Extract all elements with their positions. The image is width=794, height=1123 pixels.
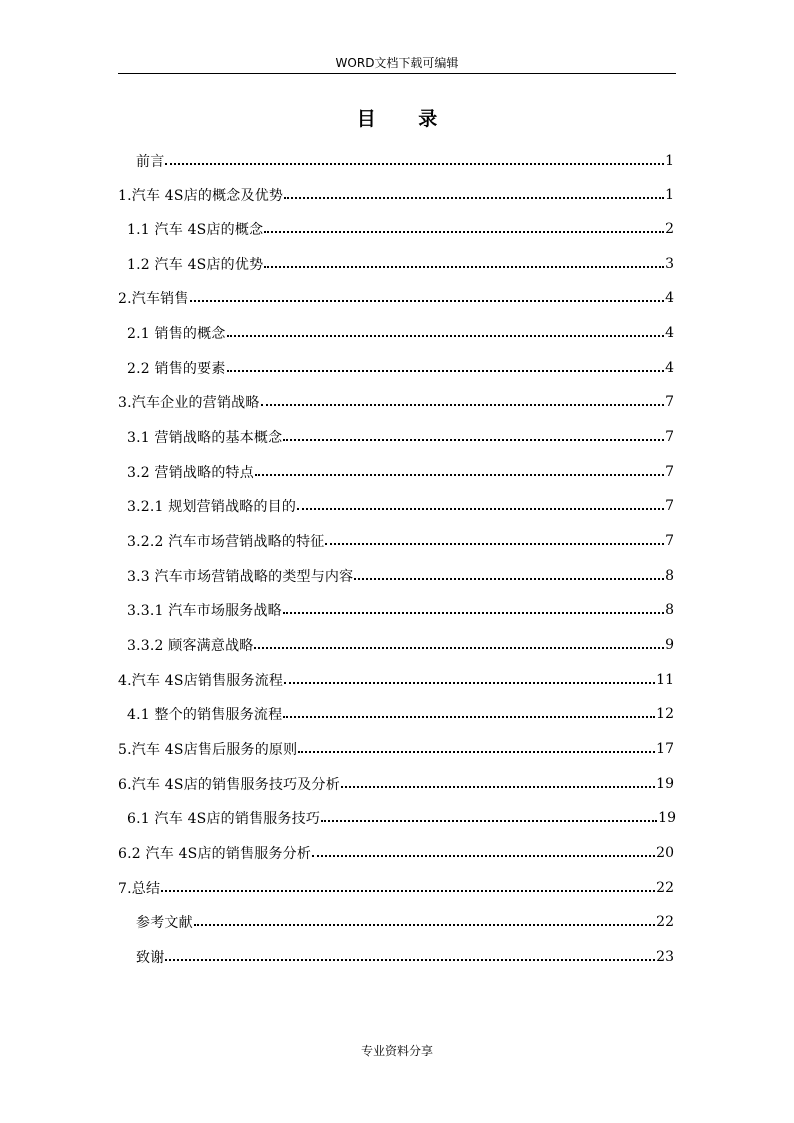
leader-dots <box>264 266 664 268</box>
leader-dots <box>261 404 665 406</box>
toc-entry-label: 4.1 整个的销售服务流程 <box>127 707 283 723</box>
toc-entry[interactable] <box>118 842 674 864</box>
toc-entry[interactable] <box>127 357 674 379</box>
toc-entry[interactable] <box>127 807 676 829</box>
toc-entry-page: 2 <box>665 221 674 237</box>
toc-entry-page: 7 <box>665 394 674 410</box>
leader-dots <box>227 370 665 372</box>
toc-entry[interactable] <box>118 669 674 691</box>
leader-dots <box>255 474 664 476</box>
toc-entry-page: 8 <box>665 568 674 584</box>
toc-entry-label: 7.总结 <box>118 881 161 897</box>
page-footer: 专业资料分享 <box>360 1044 433 1058</box>
leader-dots <box>190 300 665 302</box>
leader-dots <box>283 439 664 441</box>
leader-dots <box>297 508 664 510</box>
toc-entry[interactable] <box>127 599 674 621</box>
toc-entry[interactable] <box>118 773 674 795</box>
leader-dots <box>284 682 655 684</box>
toc-entry-label: 3.3 汽车市场营销战略的类型与内容 <box>127 569 354 585</box>
toc-entry[interactable] <box>127 565 674 587</box>
toc-entry-label: 前言 <box>136 154 165 170</box>
toc-entry-page: 22 <box>656 880 674 896</box>
toc-entry-page: 22 <box>656 914 674 930</box>
toc-entry-label: 1.1 汽车 4S店的概念 <box>127 222 264 238</box>
leader-dots <box>312 855 655 857</box>
toc-entry-page: 7 <box>665 429 674 445</box>
toc-entry[interactable] <box>127 426 674 448</box>
toc-entry[interactable] <box>127 253 674 275</box>
toc-entry-label: 2.1 销售的概念 <box>127 326 226 342</box>
toc-entry-page: 23 <box>656 949 674 965</box>
toc-entry-label: 2.汽车销售 <box>118 291 189 307</box>
toc-entry[interactable] <box>127 322 674 344</box>
leader-dots <box>284 197 664 199</box>
toc-entry-page: 4 <box>665 325 674 341</box>
toc-entry-label: 3.2 营销战略的特点 <box>127 465 254 481</box>
toc-entry-page: 7 <box>665 533 674 549</box>
toc-entry[interactable] <box>127 495 674 517</box>
toc-entry-page: 19 <box>658 810 676 826</box>
toc-entry-label: 6.2 汽车 4S店的销售服务分析 <box>118 846 312 862</box>
toc-entry-label: 3.3.2 顾客满意战略 <box>127 638 254 654</box>
leader-dots <box>165 163 664 165</box>
toc-entry[interactable] <box>118 738 674 760</box>
leader-dots <box>325 543 664 545</box>
toc-entry-label: 参考文献 <box>136 915 193 931</box>
leader-dots <box>227 335 665 337</box>
toc-entry-label: 1.汽车 4S店的概念及优势 <box>118 188 284 204</box>
toc-entry-page: 12 <box>656 706 674 722</box>
toc-entry[interactable] <box>127 634 674 656</box>
toc-entry-label: 5.汽车 4S店售后服务的原则 <box>118 742 298 758</box>
toc-entry[interactable] <box>118 184 674 206</box>
toc-entry[interactable] <box>136 150 674 172</box>
toc-entry[interactable] <box>118 287 674 309</box>
leader-dots <box>264 231 664 233</box>
toc-entry-label: 4.汽车 4S店销售服务流程 <box>118 673 284 689</box>
toc-entry-label: 6.1 汽车 4S店的销售服务技巧 <box>127 811 321 827</box>
toc-entry-label: 3.2.2 汽车市场营销战略的特征 <box>127 534 325 550</box>
toc-entry[interactable] <box>118 877 674 899</box>
toc-entry-page: 4 <box>665 290 674 306</box>
leader-dots <box>341 786 655 788</box>
toc-title: 目 录 <box>356 108 456 130</box>
toc-entry[interactable] <box>127 530 674 552</box>
toc-entry-page: 1 <box>665 187 674 203</box>
toc-entry-label: 3.2.1 规划营销战略的目的 <box>127 499 297 515</box>
leader-dots <box>194 924 655 926</box>
toc-entry-page: 20 <box>656 845 674 861</box>
toc-entry-label: 2.2 销售的要素 <box>127 361 226 377</box>
toc-entry-page: 1 <box>665 153 674 169</box>
toc-entry-label: 3.汽车企业的营销战略 <box>118 395 260 411</box>
toc-entry-label: 6.汽车 4S店的销售服务技巧及分析 <box>118 777 340 793</box>
toc-entry[interactable] <box>127 461 674 483</box>
toc-entry-page: 9 <box>665 637 674 653</box>
toc-entry[interactable] <box>136 911 674 933</box>
leader-dots <box>283 716 655 718</box>
leader-dots <box>321 820 657 822</box>
toc-entry-page: 17 <box>656 741 674 757</box>
leader-dots <box>161 890 655 892</box>
leader-dots <box>254 647 664 649</box>
toc-entry[interactable] <box>127 218 674 240</box>
leader-dots <box>354 578 664 580</box>
toc-entry-label: 3.3.1 汽车市场服务战略 <box>127 603 282 619</box>
toc-entry-page: 4 <box>665 360 674 376</box>
toc-entry-page: 11 <box>656 672 674 688</box>
toc-entry[interactable] <box>118 391 674 413</box>
toc-entry-page: 19 <box>656 776 674 792</box>
toc-entry[interactable] <box>136 946 674 968</box>
toc-entry-label: 致谢 <box>136 950 165 966</box>
toc-entry-page: 3 <box>665 256 674 272</box>
toc-entry-page: 7 <box>665 464 674 480</box>
toc-entry-page: 8 <box>665 602 674 618</box>
toc-entry-label: 1.2 汽车 4S店的优势 <box>127 257 264 273</box>
leader-dots <box>283 612 664 614</box>
leader-dots <box>298 751 655 753</box>
leader-dots <box>165 959 655 961</box>
page-header: WORD文档下载可编辑 <box>335 56 459 70</box>
toc-entry[interactable] <box>127 703 674 725</box>
toc-entry-page: 7 <box>665 498 674 514</box>
toc-entry-label: 3.1 营销战略的基本概念 <box>127 430 283 446</box>
